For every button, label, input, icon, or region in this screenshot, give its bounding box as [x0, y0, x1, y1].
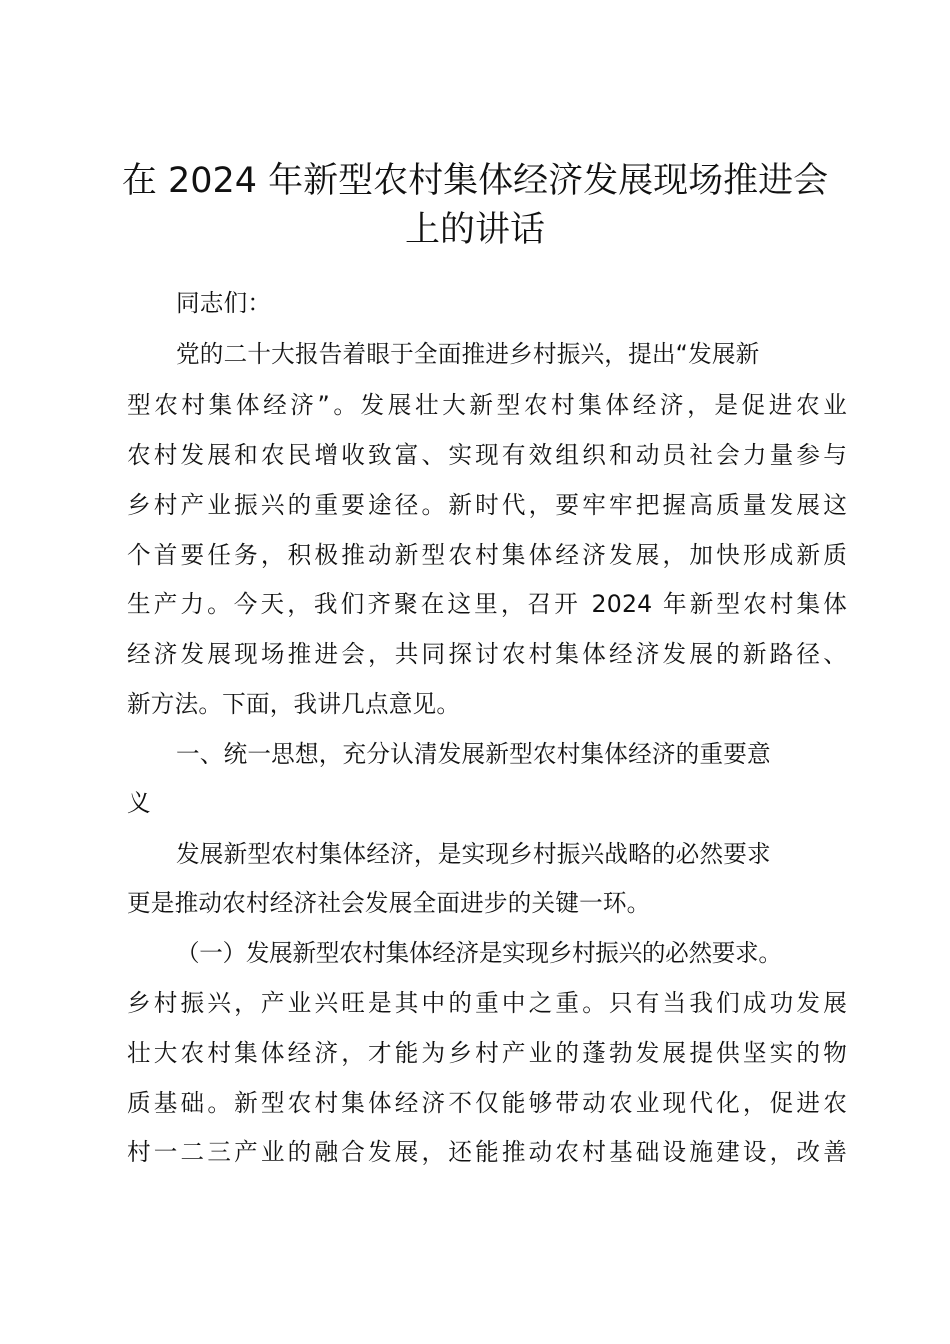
paragraph-line: 村一二三产业的融合发展，还能推动农村基础设施建设，改善 [127, 1138, 847, 1166]
section-heading-line: 义 [127, 789, 151, 817]
paragraph-line: 乡村产业振兴的重要途径。新时代，要牢牢把握高质量发展这 [127, 491, 847, 519]
paragraph-line: 个首要任务，积极推动新型农村集体经济发展，加快形成新质 [127, 541, 847, 569]
document-title-line-1: 在 2024 年新型农村集体经济发展现场推进会 [121, 161, 829, 201]
salutation: 同志们： [176, 289, 272, 317]
paragraph-line: 更是推动农村经济社会发展全面进步的关键一环。 [127, 889, 651, 917]
document-title-line-2: 上的讲话 [404, 210, 545, 250]
paragraph-line: 壮大农村集体经济，才能为乡村产业的蓬勃发展提供坚实的物 [127, 1039, 847, 1067]
paragraph-line: 乡村振兴，产业兴旺是其中的重中之重。只有当我们成功发展 [127, 989, 847, 1017]
section-heading-line: 一、统一思想，充分认清发展新型农村集体经济的重要意 [176, 740, 771, 768]
paragraph-line: 型农村集体经济”。发展壮大新型农村集体经济，是促进农业 [127, 391, 847, 419]
paragraph-line: 新方法。下面，我讲几点意见。 [127, 690, 461, 718]
paragraph-line: 生产力。今天，我们齐聚在这里，召开 2024 年新型农村集体 [127, 590, 847, 618]
paragraph-line: 质基础。新型农村集体经济不仅能够带动农业现代化，促进农 [127, 1089, 847, 1117]
paragraph-line: 党的二十大报告着眼于全面推进乡村振兴，提出“发展新 [176, 340, 760, 368]
paragraph-line: 农村发展和农民增收致富、实现有效组织和动员社会力量参与 [127, 441, 847, 469]
paragraph-line: 经济发展现场推进会，共同探讨农村集体经济发展的新路径、 [127, 640, 847, 668]
paragraph-line: 发展新型农村集体经济，是实现乡村振兴战略的必然要求 [176, 840, 771, 868]
subsection-heading-line: （一）发展新型农村集体经济是实现乡村振兴的必然要求。 [176, 939, 782, 967]
